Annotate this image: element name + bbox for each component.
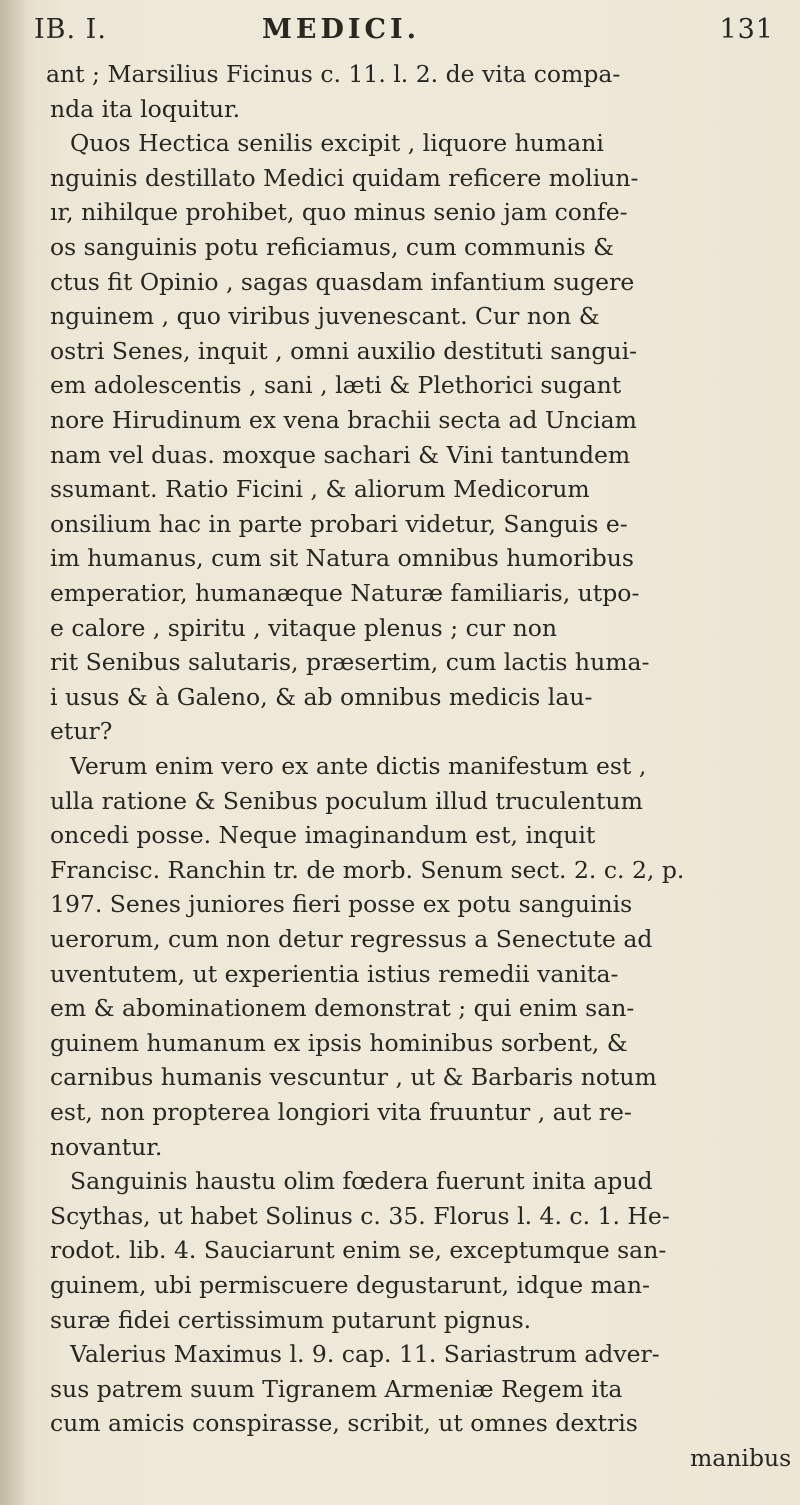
text-line-content: uventutem, ut experientia istius remedii vanita- — [50, 959, 619, 988]
text-line-content: emperatior, humanæque Naturæ familiaris, utpo- — [50, 579, 640, 607]
text-line-content: nore Hirudinum ex vena brachii secta ad Unciam — [50, 406, 637, 434]
text-line-content: e calore , spiritu , vitaque plenus ; cur non — [50, 613, 557, 642]
text-line-content: novantur. — [50, 1132, 163, 1161]
text-line-content: Verum enim vero ex ante dictis manifestum est , — [70, 752, 647, 780]
text-line — [0, 715, 780, 747]
header-title: MEDICI. — [262, 14, 421, 45]
text-line — [0, 196, 780, 228]
text-line-content: nda ita loquitur. — [50, 94, 241, 123]
text-line — [0, 888, 780, 920]
text-line-content: onsilium hac in parte probari videtur, Sanguis e- — [50, 509, 628, 538]
text-line-content: ssumant. Ratio Ficini , & aliorum Medicorum — [50, 475, 590, 504]
text-line — [0, 1165, 780, 1197]
text-line — [0, 162, 780, 194]
text-line-content: nguinis destillato Medici quidam reficere moliun- — [50, 163, 639, 192]
text-line-content: carnibus humanis vescuntur , ut & Barbaris notum — [50, 1063, 657, 1092]
text-line — [0, 93, 780, 125]
text-line-content: ant ; Marsilius Ficinus c. 11. l. 2. de vita compa- — [46, 60, 621, 88]
text-line — [0, 369, 780, 401]
text-line-content: est, non propterea longiori vita fruuntur , aut re- — [50, 1098, 632, 1126]
text-line — [0, 439, 780, 471]
text-line — [0, 1407, 780, 1439]
text-line — [0, 1096, 780, 1128]
text-line-content: manibus — [690, 1444, 792, 1472]
text-line — [0, 508, 780, 540]
text-line — [0, 819, 780, 851]
text-line — [0, 1338, 780, 1370]
text-line-content: 197. Senes juniores fieri posse ex potu sanguinis — [50, 890, 633, 919]
text-line-content: oncedi posse. Neque imaginandum est, inquit — [50, 821, 596, 850]
text-line — [0, 231, 780, 263]
text-line-content: ostri Senes, inquit , omni auxilio destituti sangui- — [50, 336, 638, 365]
text-line-content: em & abominationem demonstrat ; qui enim san- — [50, 994, 635, 1023]
text-line-content: guinem, ubi permiscuere degustarunt, idque man- — [50, 1271, 650, 1299]
text-line-content: suræ fidei certissimum putarunt pignus. — [50, 1305, 532, 1334]
text-line-content: uerorum, cum non detur regressus a Senectute ad — [50, 925, 653, 953]
text-line — [0, 1269, 780, 1301]
text-line — [0, 854, 780, 886]
text-line — [0, 681, 780, 713]
text-line-content: cum amicis conspirasse, scribit, ut omnes dextris — [50, 1409, 638, 1438]
text-line-content: em adolescentis , sani , læti & Plethorici sugant — [50, 371, 622, 400]
text-line-content: rit Senibus salutaris, præsertim, cum lactis huma- — [50, 648, 650, 677]
text-line — [0, 1061, 780, 1093]
text-line — [0, 992, 780, 1024]
text-line-content: Sanguinis haustu olim fœdera fuerunt inita apud — [70, 1167, 653, 1196]
text-line — [0, 577, 780, 609]
text-line — [0, 750, 780, 782]
text-line — [0, 473, 780, 505]
running-header — [34, 14, 780, 54]
text-line — [0, 300, 780, 332]
text-line-content: Scythas, ut habet Solinus c. 35. Florus l. 4. c. 1. He- — [50, 1201, 670, 1230]
text-line-content: nguinem , quo viribus juvenescant. Cur non & — [50, 302, 600, 331]
text-line — [0, 404, 780, 436]
text-line — [0, 335, 780, 367]
text-line-content: nam vel duas. moxque sachari & Vini tantundem — [50, 440, 631, 469]
text-line — [0, 1027, 780, 1059]
text-line — [0, 612, 780, 644]
text-line-content: ulla ratione & Senibus poculum illud truculentum — [50, 786, 643, 815]
text-line — [0, 542, 780, 574]
text-line-content: im humanus, cum sit Natura omnibus humoribus — [50, 544, 634, 573]
text-line — [0, 1234, 780, 1266]
text-line-content: ctus fit Opinio , sagas quasdam infantium sugere — [50, 267, 635, 296]
text-line — [0, 923, 780, 955]
page-number: 131 — [719, 14, 774, 45]
text-line-content: etur? — [50, 717, 113, 746]
text-line-content: os sanguinis potu reficiamus, cum communis & — [50, 233, 615, 261]
text-line-content: Quos Hectica senilis excipit , liquore humani — [70, 129, 604, 158]
text-line — [0, 958, 780, 990]
text-line-content: guinem humanum ex ipsis hominibus sorbent, & — [50, 1028, 628, 1057]
text-line — [0, 58, 780, 90]
text-line-content: ır, nihilque prohibet, quo minus senio jam confe- — [50, 198, 628, 227]
text-line — [0, 1131, 780, 1163]
text-line-content: Valerius Maximus l. 9. cap. 11. Sariastrum adver- — [70, 1340, 660, 1369]
text-line — [0, 785, 780, 817]
text-line-content: sus patrem suum Tigranem Armeniæ Regem ita — [50, 1374, 623, 1403]
text-line — [0, 266, 780, 298]
text-line-content: rodot. lib. 4. Sauciarunt enim se, exceptumque san- — [50, 1236, 667, 1265]
text-line — [0, 1373, 780, 1405]
header-section-mark: IB. I. — [34, 14, 107, 45]
text-line — [0, 1200, 780, 1232]
text-line-content: Francisc. Ranchin tr. de morb. Senum sect. 2. c. 2, p. — [50, 855, 685, 884]
text-line — [0, 1304, 780, 1336]
text-line — [0, 1442, 792, 1474]
text-line-content: i usus & à Galeno, & ab omnibus medicis lau- — [50, 682, 593, 711]
text-line — [0, 127, 780, 159]
text-line — [0, 646, 780, 678]
